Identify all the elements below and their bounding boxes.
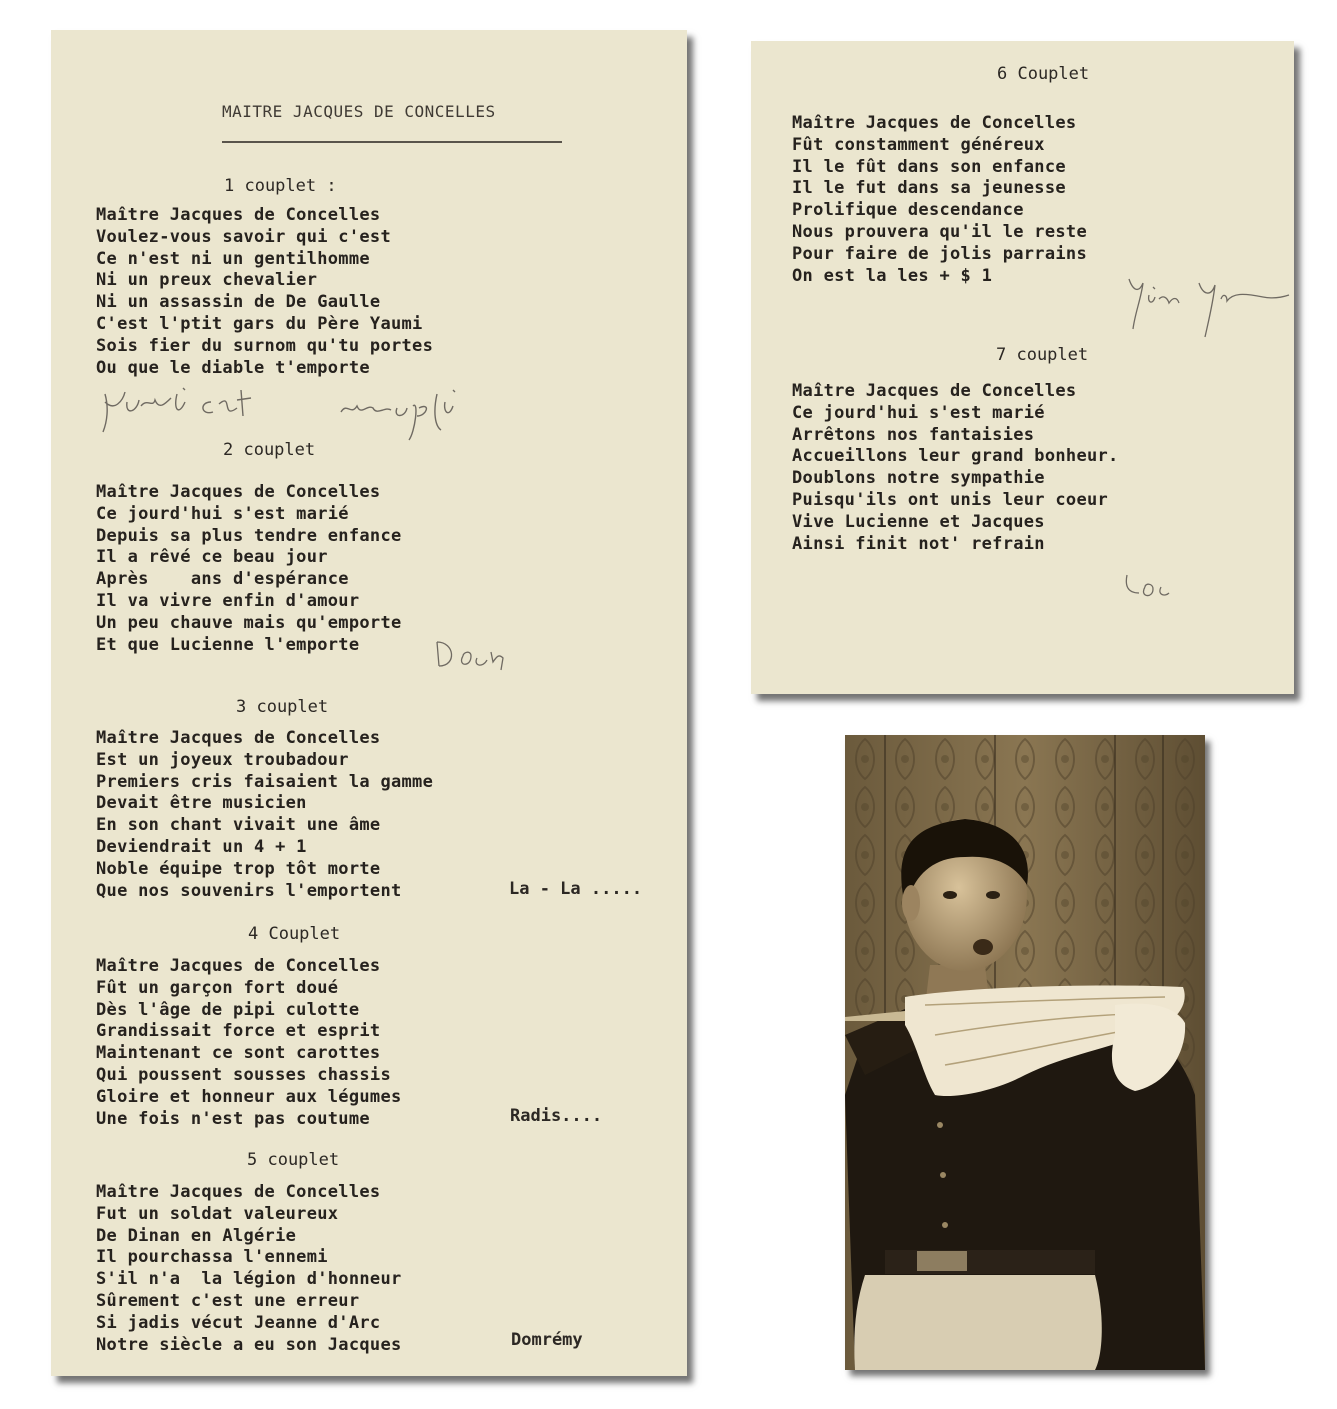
lyric-line: Maître Jacques de Concelles xyxy=(96,956,381,976)
lyric-line: Ce jourd'hui s'est marié xyxy=(792,402,1045,423)
refrain-aside-4: Radis.... xyxy=(510,1106,603,1126)
lyric-line: Sois fier du surnom qu'tu portes xyxy=(96,335,434,356)
lyric-line: Fût un garçon fort doué xyxy=(96,977,339,998)
lyric-line: Qui poussent sousses chassis xyxy=(96,1064,391,1085)
photo-illustration xyxy=(845,735,1205,1370)
lyric-line: Vive Lucienne et Jacques xyxy=(792,511,1045,532)
lyric-line: Maître Jacques de Concelles xyxy=(96,482,381,502)
lyric-line: Ainsi finit not' refrain xyxy=(792,533,1045,554)
lyric-line: Dès l'âge de pipi culotte xyxy=(96,999,360,1020)
lyric-line: Devait être musicien xyxy=(96,793,307,814)
lyric-line: Deviendrait un 4 + 1 xyxy=(96,836,307,857)
lyric-line: Ce n'est ni un gentilhomme xyxy=(96,248,370,269)
lyric-line: Maître Jacques de Concelles xyxy=(96,728,381,748)
lyric-line: Prolifique descendance xyxy=(792,200,1024,221)
lyric-line: Grandissait force et esprit xyxy=(96,1021,381,1042)
couplet-lines-6 xyxy=(792,113,1087,287)
lyric-line: Premiers cris faisaient la gamme xyxy=(96,771,434,792)
lyric-line: Doublons notre sympathie xyxy=(792,468,1045,489)
lyric-line: Un peu chauve mais qu'emporte xyxy=(96,612,402,633)
lyric-line: Fut un soldat valeureux xyxy=(96,1203,339,1224)
couplet-heading-7: 7 couplet xyxy=(996,345,1089,365)
lyric-line: Est un joyeux troubadour xyxy=(96,749,349,770)
lyric-line: Et que Lucienne l'emporte xyxy=(96,634,360,655)
lyric-line: Maître Jacques de Concelles xyxy=(96,1182,381,1202)
lyric-line: Il le fût dans son enfance xyxy=(792,156,1066,177)
handwritten-note-do xyxy=(433,636,513,672)
handwritten-note-lo xyxy=(1121,571,1181,601)
lyric-line: Notre siècle a eu son Jacques xyxy=(96,1334,402,1355)
lyric-line: Maître Jacques de Concelles xyxy=(792,113,1077,133)
lyric-line: C'est l'ptit gars du Père Yaumi xyxy=(96,313,423,334)
lyric-line: Maître Jacques de Concelles xyxy=(96,205,381,225)
sepia-photo xyxy=(845,735,1205,1370)
couplet-lines-3 xyxy=(96,728,433,902)
lyric-line: Il va vivre enfin d'amour xyxy=(96,590,360,611)
handwritten-note-yaumi xyxy=(101,382,471,444)
lyric-line: Si jadis vécut Jeanne d'Arc xyxy=(96,1312,381,1333)
couplet-lines-7 xyxy=(792,381,1119,555)
refrain-aside-3: La - La ..... xyxy=(509,879,643,899)
song-title: MAITRE JACQUES DE CONCELLES xyxy=(222,102,496,121)
lyric-line: Arrêtons nos fantaisies xyxy=(792,424,1035,445)
couplet-heading-1: 1 couplet : xyxy=(224,176,337,196)
couplet-lines-1 xyxy=(96,205,433,379)
couplet-lines-2 xyxy=(96,482,402,656)
lyric-line: Voulez-vous savoir qui c'est xyxy=(96,226,391,247)
lyric-line: Maître Jacques de Concelles xyxy=(792,381,1077,401)
couplet-heading-2: 2 couplet xyxy=(223,440,316,460)
couplet-heading-6: 6 Couplet xyxy=(997,64,1090,84)
couplet-lines-4 xyxy=(96,956,402,1130)
refrain-aside-5: Domrémy xyxy=(511,1330,583,1350)
lyric-line: Il le fut dans sa jeunesse xyxy=(792,178,1066,199)
lyric-line: Nous prouvera qu'il le reste xyxy=(792,221,1087,242)
lyric-line: Puisqu'ils ont unis leur coeur xyxy=(792,489,1109,510)
lyric-line: Noble équipe trop tôt morte xyxy=(96,858,381,879)
lyric-line: Ce jourd'hui s'est marié xyxy=(96,503,349,524)
couplet-lines-5 xyxy=(96,1182,402,1356)
lyric-line: En son chant vivait une âme xyxy=(96,815,381,836)
lyrics-sheet-right xyxy=(751,41,1294,694)
title-underline xyxy=(222,141,562,143)
couplet-heading-4: 4 Couplet xyxy=(248,924,341,944)
lyric-line: On est la les + $ 1 xyxy=(792,265,993,286)
lyric-line: Sûrement c'est une erreur xyxy=(96,1290,360,1311)
lyric-line: Il pourchassa l'ennemi xyxy=(96,1247,328,1268)
lyric-line: Que nos souvenirs l'emportent xyxy=(96,880,402,901)
lyric-line: De Dinan en Algérie xyxy=(96,1225,297,1246)
lyric-line: Maintenant ce sont carottes xyxy=(96,1043,381,1064)
couplet-heading-5: 5 couplet xyxy=(247,1150,340,1170)
lyric-line: Ni un preux chevalier xyxy=(96,270,318,291)
lyric-line: Fût constamment généreux xyxy=(792,134,1045,155)
lyric-line: Une fois n'est pas coutume xyxy=(96,1108,370,1129)
lyric-line: Accueillons leur grand bonheur. xyxy=(792,446,1119,467)
lyric-line: Pour faire de jolis parrains xyxy=(792,243,1087,264)
lyric-line: Gloire et honneur aux légumes xyxy=(96,1086,402,1107)
lyric-line: Il a rêvé ce beau jour xyxy=(96,547,328,568)
lyric-line: Ni un assassin de De Gaulle xyxy=(96,292,381,313)
lyric-line: S'il n'a la légion d'honneur xyxy=(96,1269,402,1290)
couplet-heading-3: 3 couplet xyxy=(236,697,329,717)
handwritten-note-yves xyxy=(1123,269,1293,341)
lyrics-sheet-left xyxy=(51,30,687,1376)
lyric-line: Après ans d'espérance xyxy=(96,569,349,590)
lyric-line: Ou que le diable t'emporte xyxy=(96,357,370,378)
lyric-line: Depuis sa plus tendre enfance xyxy=(96,525,402,546)
